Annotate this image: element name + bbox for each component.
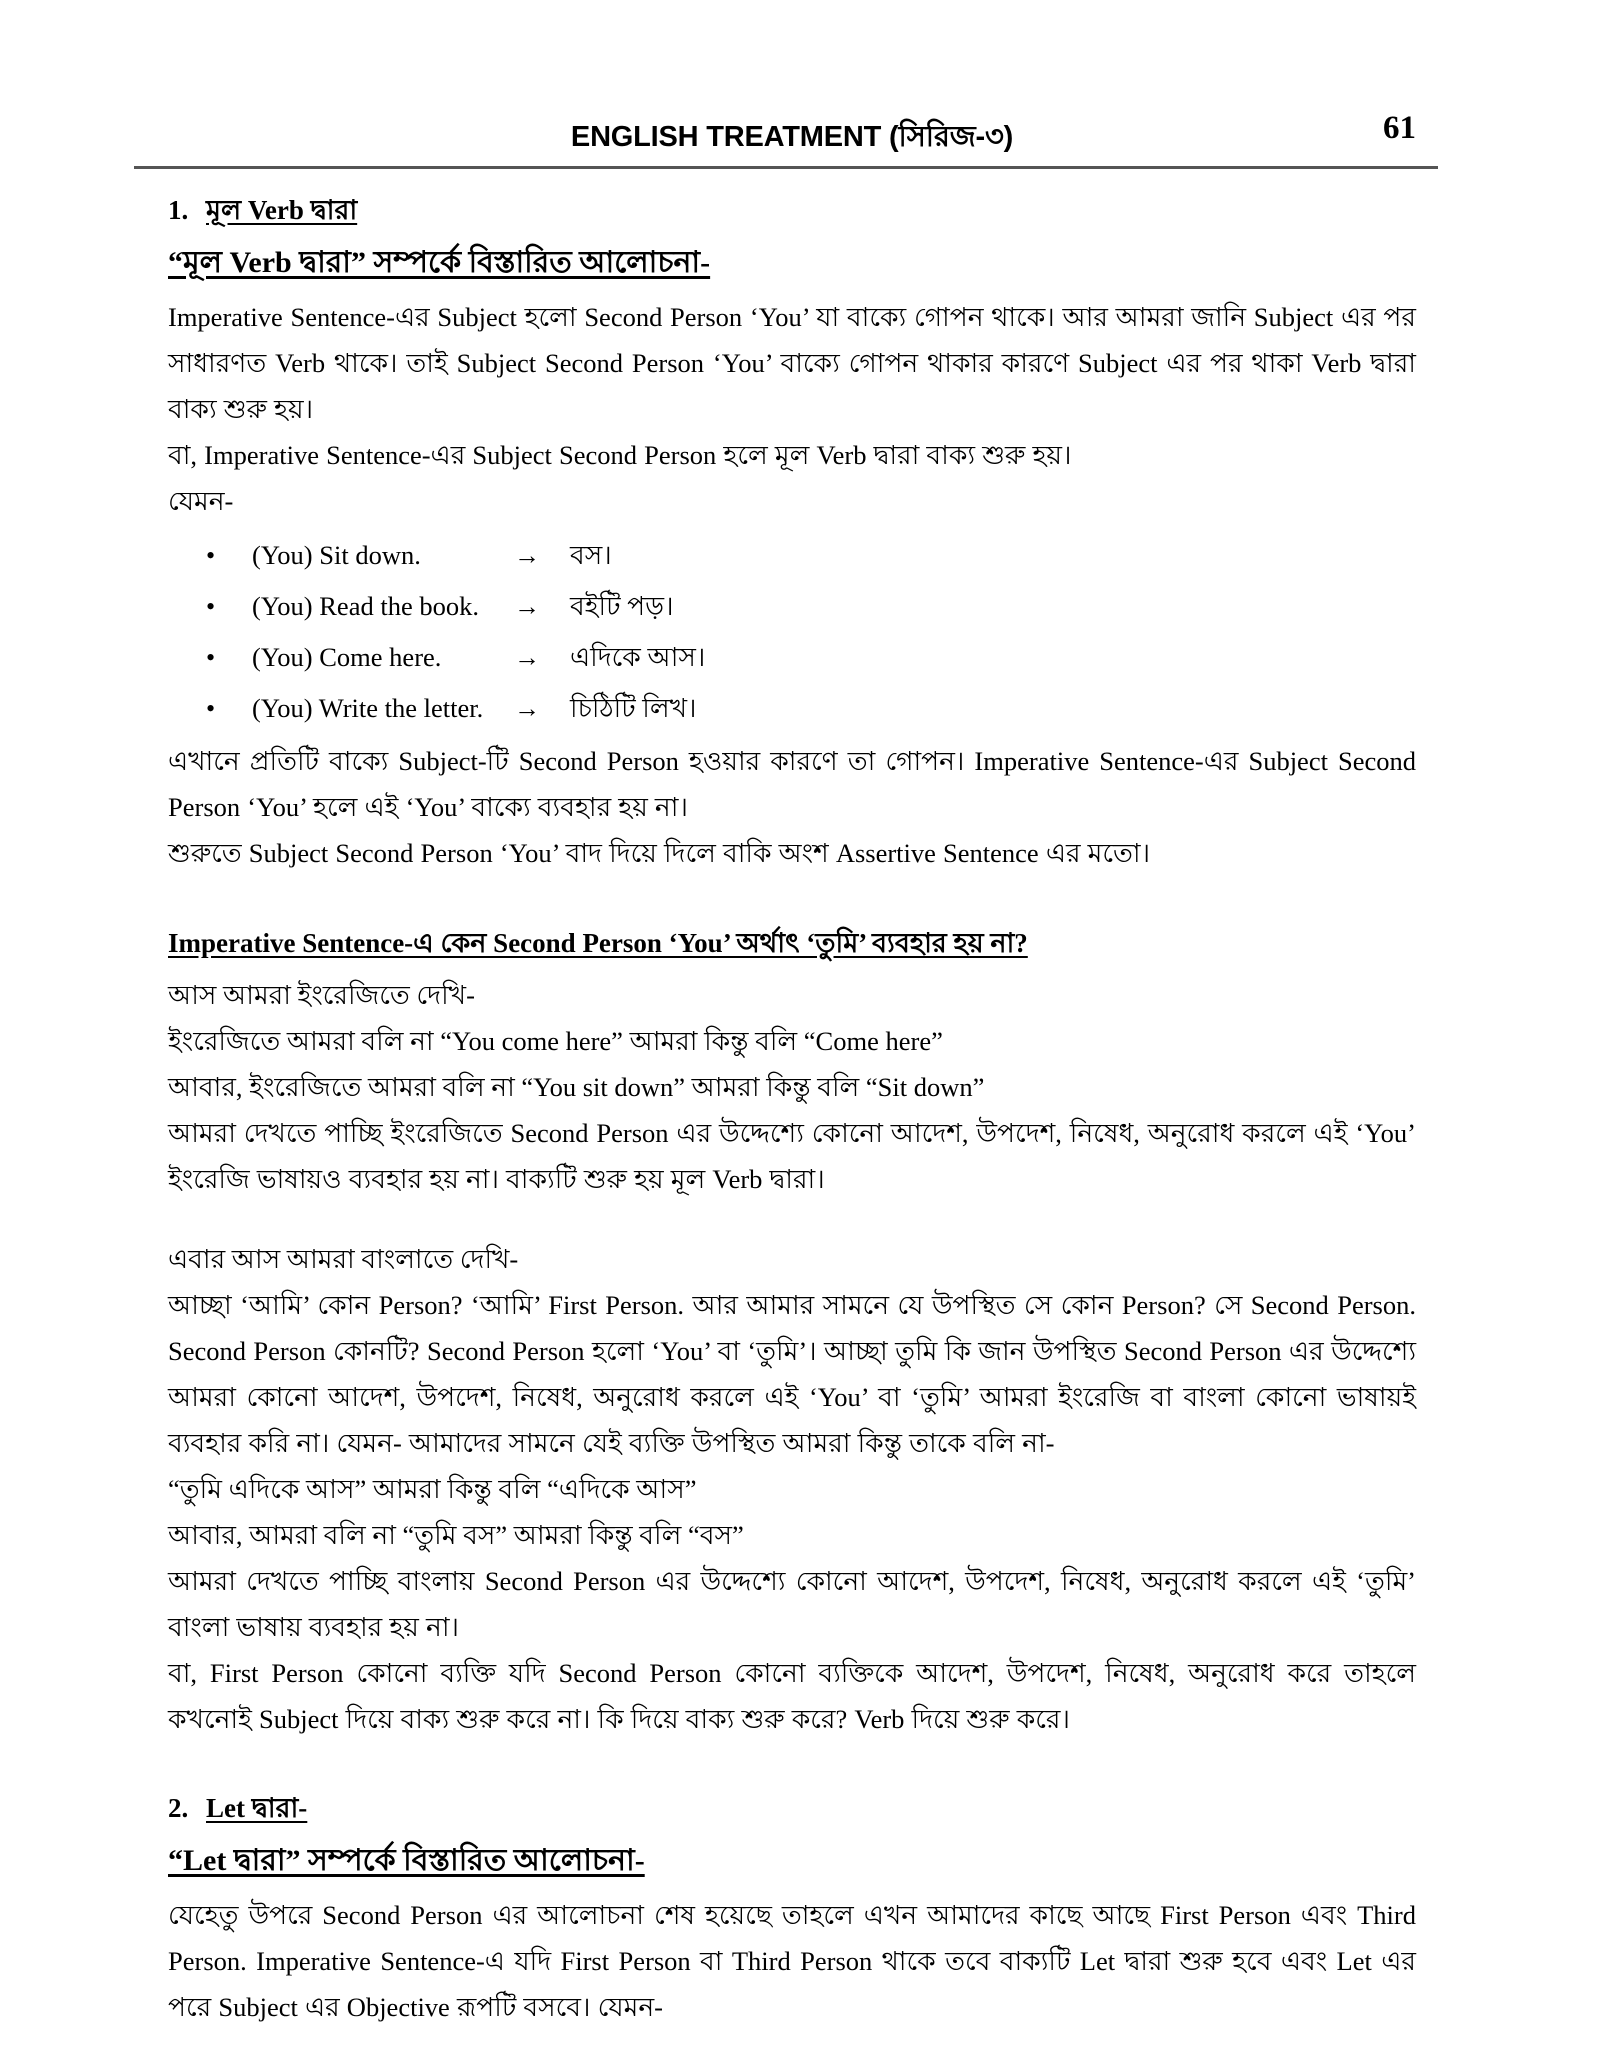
section1-number: 1. — [168, 195, 189, 225]
page-header — [168, 110, 1416, 188]
section1-paragraph-3: এখানে প্রতিটি বাক্যে Subject-টি Second Person হওয়ার কারণে তা গোপন। Imperative Sentence-এর Subject Second Person ‘You’ হলে এই ‘You’ বাক্যে ব্যবহার হয় না। — [168, 746, 1416, 822]
why-bangla-intro: এবার আস আমরা বাংলাতে দেখি- — [168, 1244, 519, 1274]
example-bangla: বইটি পড়। — [570, 591, 674, 621]
section1-heading — [168, 188, 1416, 232]
example-bangla: এদিকে আস। — [570, 642, 706, 672]
why-bangla-line-2: আবার, আমরা বলি না “তুমি বস” আমরা কিন্তু বলি “বস” — [168, 1520, 744, 1550]
why-bangla-paragraph-2: আমরা দেখতে পাচ্ছি বাংলায় Second Person এর উদ্দেশ্যে কোনো আদেশ, উপদেশ, নিষেধ, অনুরোধ করলে এই ‘তুমি’ বাংলা ভাষায় ব্যবহার হয় না। — [168, 1566, 1416, 1642]
arrow-right-icon: → — [514, 643, 540, 672]
list-item — [168, 683, 1416, 734]
section2-number: 2. — [168, 1793, 189, 1823]
spacer — [168, 876, 1416, 920]
list-item — [168, 632, 1416, 683]
example-bangla: চিঠিটি লিখ। — [570, 693, 697, 723]
list-item — [168, 581, 1416, 632]
why-bangla-paragraph-3: বা, First Person কোনো ব্যক্তি যদি Second Person কোনো ব্যক্তিকে আদেশ, উপদেশ, নিষেধ, অনুরোধ করে তাহলে কখনোই Subject দিয়ে বাক্য শুরু করে না। কি দিয়ে বাক্য শুরু করে? Verb দিয়ে শুরু করে। — [168, 1658, 1416, 1734]
why-english-intro: আস আমরা ইংরেজিতে দেখি- — [168, 980, 475, 1010]
section2-heading — [168, 1786, 1416, 1830]
why-english-line-2: আবার, ইংরেজিতে আমরা বলি না “You sit down” আমরা কিন্তু বলি “Sit down” — [168, 1072, 985, 1102]
why-english-line-1: ইংরেজিতে আমরা বলি না “You come here” আমরা কিন্তু বলি “Come here” — [168, 1026, 943, 1056]
section1-paragraph-1: Imperative Sentence-এর Subject হলো Second Person ‘You’ যা বাক্যে গোপন থাকে। আর আমরা জানি Subject এর পর সাধারণত Verb থাকে। তাই Subject Second Person ‘You’ বাক্যে গোপন থাকার কারণে Subject এর পর থাকা Verb দ্বারা বাক্য শুরু হয়। — [168, 302, 1416, 424]
example-english: (You) Come here. — [252, 642, 442, 672]
section1-paragraph-4: শুরুতে Subject Second Person ‘You’ বাদ দিয়ে দিলে বাকি অংশ Assertive Sentence এর মতো। — [168, 838, 1151, 868]
arrow-right-icon: → — [514, 541, 540, 570]
spacer — [168, 1202, 1416, 1236]
why-section-heading: Imperative Sentence-এ কেন Second Person ‘You’ অর্থাৎ ‘তুমি’ ব্যবহার হয় না? — [168, 928, 1028, 958]
section1-subheading: “মূল Verb দ্বারা” সম্পর্কে বিস্তারিত আলোচনা- — [168, 246, 711, 279]
why-bangla-line-1: “তুমি এদিকে আস” আমরা কিন্তু বলি “এদিকে আস” — [168, 1474, 697, 1504]
list-item — [168, 530, 1416, 581]
example-english: (You) Write the letter. — [252, 693, 484, 723]
why-english-paragraph: আমরা দেখতে পাচ্ছি ইংরেজিতে Second Person এর উদ্দেশ্যে কোনো আদেশ, উপদেশ, নিষেধ, অনুরোধ করলে এই ‘You’ ইংরেজি ভাষায়ও ব্যবহার হয় না। বাক্যটি শুরু হয় মূল Verb দ্বারা। — [168, 1118, 1416, 1194]
section1-jemon-label: যেমন- — [168, 486, 234, 516]
page-content — [168, 0, 1416, 2030]
arrow-right-icon: → — [514, 592, 540, 621]
section1-paragraph-2: বা, Imperative Sentence-এর Subject Second Person হলে মূল Verb দ্বারা বাক্য শুরু হয়। — [168, 440, 1072, 470]
bullet-icon: • — [206, 541, 216, 570]
section2-paragraph-1: যেহেতু উপরে Second Person এর আলোচনা শেষ হয়েছে তাহলে এখন আমাদের কাছে আছে First Person এবং Third Person. Imperative Sentence-এ যদি First Person বা Third Person থাকে তবে বাক্যটি Let দ্বারা শুরু হবে এবং Let এর পরে Subject এর Objective রূপটি বসবে। যেমন- — [168, 1900, 1416, 2022]
example-list — [168, 530, 1416, 734]
why-bangla-paragraph-1: আচ্ছা ‘আমি’ কোন Person? ‘আমি’ First Person. আর আমার সামনে যে উপস্থিত সে কোন Person? সে Second Person. Second Person কোনটি? Second Person হলো ‘You’ বা ‘তুমি’। আচ্ছা তুমি কি জান উপস্থিত Second Person এর উদ্দেশ্যে আমরা কোনো আদেশ, উপদেশ, নিষেধ, অনুরোধ করলে এই ‘You’ বা ‘তুমি’ আমরা ইংরেজি বা বাংলা কোনো ভাষায়ই ব্যবহার করি না। যেমন- আমাদের সামনে যেই ব্যক্তি উপস্থিত আমরা কিন্তু তাকে বলি না- — [168, 1290, 1416, 1458]
section2-subheading: “Let দ্বারা” সম্পর্কে বিস্তারিত আলোচনা- — [168, 1844, 645, 1877]
arrow-right-icon: → — [514, 694, 540, 723]
section1-heading-label: মূল Verb দ্বারা — [206, 195, 358, 225]
header-title: ENGLISH TREATMENT (সিরিজ-৩) — [570, 121, 1014, 153]
section2-heading-label: Let দ্বারা- — [206, 1793, 308, 1823]
page-number: 61 — [1383, 110, 1416, 146]
example-english: (You) Read the book. — [252, 591, 479, 621]
spacer — [168, 1742, 1416, 1786]
header-divider — [134, 166, 1438, 169]
example-english: (You) Sit down. — [252, 540, 421, 570]
bullet-icon: • — [206, 643, 216, 672]
bullet-icon: • — [206, 694, 216, 723]
bullet-icon: • — [206, 592, 216, 621]
example-bangla: বস। — [570, 540, 612, 570]
